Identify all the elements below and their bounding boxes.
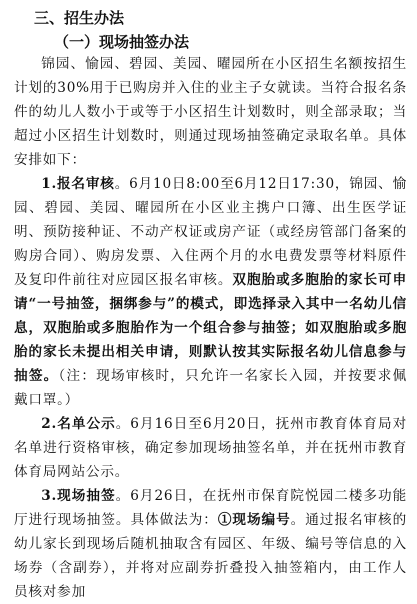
intro-paragraph: 锦园、愉园、碧园、美园、曜园所在小区招生名额按招生计划的30%用于已购房并入住的业主子女就读。当符合报名条件的幼儿人数小于或等于小区招生计划数时，则全部录取；当超过小区招生计划数时，则通过现场抽签确定录取名单。具体安排如下：	[14, 56, 407, 168]
section-subheading: （一）现场抽签办法	[54, 33, 190, 51]
step-1-paragraph	[14, 172, 407, 412]
step-3-text: 。6月26日，在抚州市保育院悦园二楼多功能厅进行现场抽签。具体做法为：	[14, 488, 407, 528]
step-3-label: 3.现场抽签	[41, 488, 116, 504]
step-3-paragraph	[14, 484, 407, 604]
step-1-note: （注：现场审核时，只允许一名家长入园，并按要求佩戴口罩。）	[14, 368, 407, 408]
step-2-text: 。6月16日至6月20日，抚州市教育体育局对名单进行资格审核，确定参加现场抽签名单，并在抚州市教育体育局网站公示。	[14, 416, 407, 480]
section-heading: 三、招生办法	[34, 9, 125, 27]
step-1-label: 1.报名审核	[41, 176, 115, 192]
step-2-label: 2.名单公示	[41, 416, 116, 432]
step-1-text: 。6月10日8:00至6月12日17:30，锦园、愉园、碧园、美园、曜园所在小区业主携户口簿、出生医学证明、预防接种证、不动产权证或房产证（或经房管部门备案的购房合同）、购房发票、入住两个月的水电费发票等材料原件及复印件前往对应园区报名审核。	[14, 176, 407, 288]
step-3-text-continued: 。通过报名审核的幼儿家长到现场后随机抽取含有园区、年级、编号等信息的入场券（含副券），并将对应副券折叠投入抽签箱内，由工作人员核对参加	[14, 512, 407, 600]
step-1-twins-rule: 双胞胎或多胞胎的家长可申请“一号抽签，捆绑参与”的模式，即选择录入其中一名幼儿信息，双胞胎或多胞胎作为一个组合参与抽签；如双胞胎或多胞胎的家长未提出相关申请，则默认按其实际报名幼儿信息参与抽签。	[14, 272, 407, 384]
step-2-paragraph	[14, 412, 407, 484]
step-3-sub-label: ①现场编号	[217, 512, 291, 528]
